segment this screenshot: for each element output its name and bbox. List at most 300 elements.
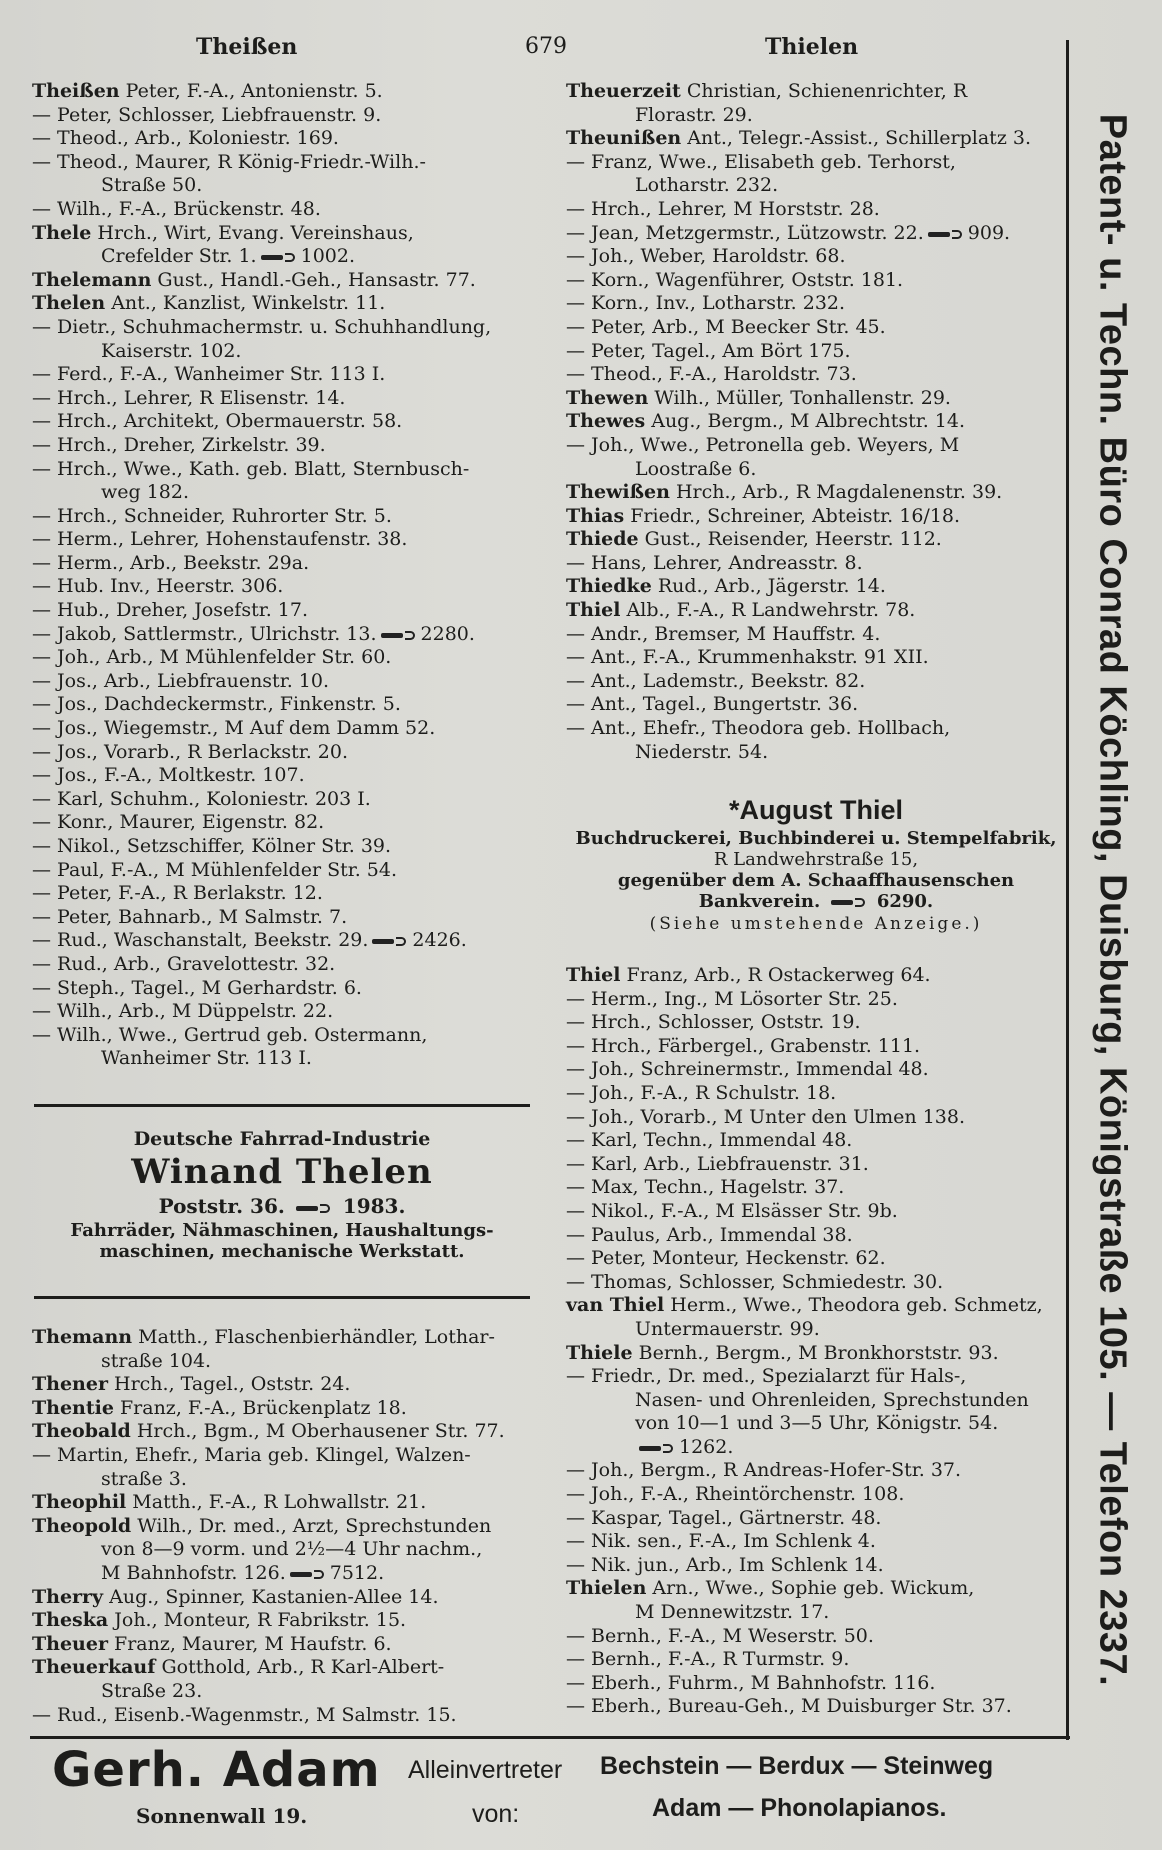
entry-details: — Hrch., Architekt, Obermauerstr. 58. — [32, 410, 403, 433]
directory-entry — [566, 1507, 1066, 1531]
ad-company-name: Winand Thelen — [131, 1152, 433, 1192]
directory-entry — [566, 1224, 1066, 1248]
entry-details: — Joh., Bergm., R Andreas-Hofer-Str. 37. — [566, 1459, 962, 1482]
header-right: Thielen — [765, 34, 859, 60]
directory-entry — [566, 741, 1066, 765]
entry-details: — Korn., Inv., Lotharstr. 232. — [566, 292, 846, 315]
entry-phone: 1002. — [300, 245, 356, 268]
entry-phone: 2426. — [412, 929, 467, 952]
directory-entry — [566, 528, 1066, 552]
entry-details: Kaiserstr. 102. — [101, 339, 242, 362]
thelen-advertisement — [34, 1128, 530, 1262]
directory-entry — [32, 977, 532, 1001]
entry-details: — Herm., Ing., M Lösorter Str. 25. — [566, 987, 898, 1010]
entry-details: — Wilh., F.-A., Brückenstr. 48. — [32, 197, 321, 220]
entry-details: Ant., Telegr.-Assist., Schillerplatz 3. — [681, 127, 1031, 150]
entry-details: — Ferd., F.-A., Wanheimer Str. 113 I. — [32, 363, 386, 386]
entry-surname: Thiede — [566, 528, 639, 551]
directory-entry — [32, 1609, 532, 1633]
directory-entry — [566, 1035, 1066, 1059]
directory-entry — [566, 964, 1066, 988]
entry-details: — Andr., Bremser, M Hauffstr. 4. — [566, 622, 881, 645]
thiel-advertisement — [566, 795, 1066, 934]
entry-details: Herm., Wwe., Theodora geb. Schmetz, — [664, 1294, 1043, 1317]
entry-details: — Hrch., Lehrer, M Horststr. 28. — [566, 197, 880, 220]
directory-entry — [566, 1554, 1066, 1578]
directory-entry — [32, 1515, 532, 1539]
ad-thiel-name: *August Thiel — [729, 795, 903, 825]
telephone-icon — [831, 898, 865, 906]
directory-entry — [32, 1680, 532, 1704]
entry-details: — Franz, Wwe., Elisabeth geb. Terhorst, — [566, 150, 956, 173]
entry-details: — Dietr., Schuhmachermstr. u. Schuhhandlung, — [32, 315, 492, 338]
directory-entry — [566, 693, 1066, 717]
directory-entry — [32, 410, 532, 434]
directory-entry — [566, 1342, 1066, 1366]
directory-entry — [566, 198, 1066, 222]
directory-entry — [32, 505, 532, 529]
directory-entry — [32, 292, 532, 316]
ad-thiel-services: Buchdruckerei, Buchbinderei u. Stempelfabrik, — [575, 828, 1057, 849]
directory-entry — [566, 1365, 1066, 1389]
entry-details: — Konr., Maurer, Eigenstr. 82. — [32, 811, 325, 834]
directory-entry — [32, 245, 532, 269]
directory-entry — [566, 1459, 1066, 1483]
entry-details: Franz, F.-A., Brückenplatz 18. — [113, 1396, 407, 1419]
directory-entry — [32, 104, 532, 128]
directory-entry — [32, 1468, 532, 1492]
directory-entry — [32, 1420, 532, 1444]
telephone-icon — [372, 937, 406, 945]
entry-details: — Herm., Lehrer, Hohenstaufenstr. 38. — [32, 528, 408, 551]
directory-entry — [566, 174, 1066, 198]
directory-entry — [566, 292, 1066, 316]
directory-entry — [32, 693, 532, 717]
directory-entry — [32, 151, 532, 175]
directory-entry — [32, 1586, 532, 1610]
directory-entry — [32, 1491, 532, 1515]
entry-details: — Nikol., F.-A., M Elsässer Str. 9b. — [566, 1199, 898, 1222]
entry-details: straße 104. — [101, 1349, 212, 1372]
entry-surname: Theuer — [32, 1632, 108, 1655]
entry-details: — Joh., Schreinermstr., Immendal 48. — [566, 1058, 929, 1081]
entry-details: — Ant., Tagel., Bungertstr. 36. — [566, 693, 859, 716]
entry-details: — Steph., Tagel., M Gerhardstr. 6. — [32, 976, 362, 999]
entry-details: — Ant., Lademstr., Beekstr. 82. — [566, 669, 866, 692]
entry-surname: Theobald — [32, 1420, 131, 1443]
directory-entry — [32, 316, 532, 340]
directory-entry — [566, 1318, 1066, 1342]
ad-address: Poststr. 36. — [158, 1194, 285, 1218]
entry-surname: Thewen — [566, 386, 649, 409]
directory-entry — [32, 1656, 532, 1680]
directory-entry — [566, 552, 1066, 576]
entry-details: — Korn., Wagenführer, Oststr. 181. — [566, 268, 904, 291]
directory-entry — [566, 434, 1066, 458]
directory-entry — [32, 174, 532, 198]
entry-details: — Jakob, Sattlermstr., Ulrichstr. 13. — [32, 622, 377, 645]
entry-details: Gust., Handl.-Geh., Hansastr. 77. — [151, 268, 476, 291]
directory-entry — [32, 340, 532, 364]
left-column-continued — [32, 1326, 532, 1727]
entry-details: straße 3. — [101, 1467, 187, 1490]
directory-entry — [32, 363, 532, 387]
bottom-ad-from: von: — [472, 1800, 520, 1828]
directory-entry — [566, 1412, 1066, 1436]
entry-details: — Peter, Tagel., Am Bört 175. — [566, 339, 851, 362]
directory-entry — [566, 127, 1066, 151]
entry-details: Alb., F.-A., R Landwehrstr. 78. — [620, 599, 916, 622]
entry-details: Hrch., Wirt, Evang. Vereinshaus, — [91, 221, 414, 244]
entry-details: M Bahnhofstr. 126. — [101, 1561, 286, 1584]
bottom-ad-brands-1: Bechstein — Berdux — Steinweg — [600, 1752, 994, 1780]
ad-address-line — [34, 1194, 530, 1218]
directory-entry — [566, 1106, 1066, 1130]
entry-details: Straße 23. — [101, 1679, 203, 1702]
entry-details: — Hrch., Wwe., Kath. geb. Blatt, Sternbusch- — [32, 457, 470, 480]
directory-entry — [566, 1247, 1066, 1271]
entry-surname: Thelen — [32, 292, 106, 315]
directory-entry — [32, 717, 532, 741]
left-column — [32, 80, 532, 1071]
directory-entry — [566, 1436, 1066, 1460]
directory-entry — [32, 741, 532, 765]
entry-details: — Nik. sen., F.-A., Im Schlenk 4. — [566, 1530, 876, 1553]
telephone-icon — [261, 253, 295, 261]
bottom-ad-address: Sonnenwall 19. — [136, 1804, 308, 1828]
entry-details: — Friedr., Dr. med., Spezialarzt für Hals-, — [566, 1365, 967, 1388]
entry-surname: Thewes — [566, 410, 646, 433]
entry-details: weg 182. — [101, 481, 190, 504]
entry-details: Hrch., Bgm., M Oberhausener Str. 77. — [130, 1420, 505, 1443]
sidebar-rule — [1066, 40, 1069, 1740]
directory-entry — [32, 1000, 532, 1024]
entry-details: Peter, F.-A., Antonienstr. 5. — [119, 80, 383, 102]
directory-entry — [566, 1058, 1066, 1082]
entry-details: Franz, Arb., R Ostackerweg 64. — [620, 964, 931, 986]
directory-entry — [32, 1444, 532, 1468]
entry-phone: 1262. — [679, 1435, 734, 1458]
entry-details: — Peter, F.-A., R Berlakstr. 12. — [32, 882, 323, 905]
directory-entry — [32, 222, 532, 246]
directory-entry — [566, 988, 1066, 1012]
entry-surname: Thewißen — [566, 481, 670, 504]
directory-entry — [566, 80, 1066, 104]
entry-surname: Thelemann — [32, 268, 152, 291]
entry-details: — Hans, Lehrer, Andreasstr. 8. — [566, 551, 863, 574]
directory-entry — [32, 599, 532, 623]
entry-surname: Thiele — [566, 1341, 633, 1364]
entry-details: Gotthold, Arb., R Karl-Albert- — [155, 1656, 445, 1679]
telephone-icon — [928, 230, 962, 238]
entry-surname: Theophil — [32, 1491, 127, 1514]
directory-entry — [32, 481, 532, 505]
directory-entry — [566, 505, 1066, 529]
directory-entry — [32, 859, 532, 883]
entry-details: Friedr., Schreiner, Abteistr. 16/18. — [624, 504, 961, 527]
directory-entry — [566, 1011, 1066, 1035]
directory-entry — [32, 198, 532, 222]
directory-entry — [32, 1633, 532, 1657]
directory-entry — [32, 906, 532, 930]
directory-entry — [32, 269, 532, 293]
directory-entry — [566, 1577, 1066, 1601]
bottom-ad-name: Gerh. Adam — [52, 1742, 381, 1798]
sidebar-ad-text: Patent- u. Techn. Büro Conrad Köchling, Duisburg, Königstraße 105. — Telefon 2337. — [1091, 113, 1134, 1687]
directory-entry — [566, 1648, 1066, 1672]
directory-entry — [566, 222, 1066, 246]
entry-details: — Peter, Monteur, Heckenstr. 62. — [566, 1247, 886, 1270]
directory-entry — [32, 1397, 532, 1421]
directory-entry — [566, 387, 1066, 411]
entry-surname: Theunißen — [566, 127, 682, 150]
directory-entry — [566, 717, 1066, 741]
ad-thiel-bank: Bankverein. — [698, 891, 821, 912]
directory-entry — [32, 1024, 532, 1048]
directory-entry — [566, 1082, 1066, 1106]
entry-details: — Theod., Maurer, R König-Friedr.-Wilh.- — [32, 150, 426, 173]
directory-entry — [32, 646, 532, 670]
entry-details: — Paulus, Arb., Immendal 38. — [566, 1223, 853, 1246]
directory-entry — [32, 1047, 532, 1071]
directory-entry — [566, 670, 1066, 694]
entry-details: Hrch., Tagel., Oststr. 24. — [107, 1373, 351, 1396]
entry-details: Florastr. 29. — [635, 103, 753, 126]
entry-details: — Kaspar, Tagel., Gärtnerstr. 48. — [566, 1506, 882, 1529]
directory-entry — [566, 1483, 1066, 1507]
directory-entry — [566, 410, 1066, 434]
bottom-advertisement — [40, 1740, 1080, 1840]
directory-entry — [32, 882, 532, 906]
entry-details: — Bernh., F.-A., M Weserstr. 50. — [566, 1624, 874, 1647]
entry-details: Hrch., Arb., R Magdalenenstr. 39. — [669, 481, 1003, 504]
entry-surname: Themann — [32, 1326, 133, 1348]
entry-details: — Joh., Weber, Haroldstr. 68. — [566, 245, 846, 268]
directory-entry — [566, 1176, 1066, 1200]
entry-details: — Paul, F.-A., M Mühlenfelder Str. 54. — [32, 858, 398, 881]
entry-details: Matth., Flaschenbierhändler, Lothar- — [132, 1326, 495, 1348]
entry-phone: 2280. — [420, 622, 475, 645]
entry-details: — Rud., Arb., Gravelottestr. 32. — [32, 952, 336, 975]
entry-details: — Karl, Schuhm., Koloniestr. 203 I. — [32, 787, 371, 810]
entry-surname: Thiel — [566, 599, 621, 622]
directory-entry — [566, 245, 1066, 269]
entry-details: — Hub., Dreher, Josefstr. 17. — [32, 599, 309, 622]
directory-entry — [32, 575, 532, 599]
directory-entry — [566, 104, 1066, 128]
directory-entry — [566, 646, 1066, 670]
entry-details: — Ant., Ehefr., Theodora geb. Hollbach, — [566, 717, 951, 740]
entry-surname: Theska — [32, 1609, 109, 1632]
entry-details: — Martin, Ehefr., Maria geb. Klingel, Walzen- — [32, 1443, 471, 1466]
ad-thiel-address: R Landwehrstraße 15, — [713, 849, 919, 870]
entry-details: Matth., F.-A., R Lohwallstr. 21. — [126, 1491, 427, 1514]
entry-details: — Peter, Arb., M Beecker Str. 45. — [566, 315, 886, 338]
entry-details: — Herm., Arb., Beekstr. 29a. — [32, 551, 310, 574]
entry-details: Christian, Schienenrichter, R — [680, 80, 968, 102]
entry-details: Wilh., Dr. med., Arzt, Sprechstunden — [131, 1514, 492, 1537]
entry-details: — Rud., Eisenb.-Wagenmstr., M Salmstr. 15. — [32, 1703, 457, 1726]
entry-details: — Joh., F.-A., R Schulstr. 18. — [566, 1081, 837, 1104]
right-column-continued — [566, 964, 1066, 1719]
directory-entry — [566, 1129, 1066, 1153]
directory-entry — [32, 80, 532, 104]
entry-surname: Thiedke — [566, 575, 652, 598]
entry-details: Rud., Arb., Jägerstr. 14. — [651, 575, 886, 598]
entry-details: — Karl, Techn., Immendal 48. — [566, 1129, 853, 1152]
directory-entry — [566, 340, 1066, 364]
directory-entry — [566, 1153, 1066, 1177]
directory-entry — [566, 363, 1066, 387]
page-number: 679 — [525, 34, 567, 59]
entry-surname: Thias — [566, 504, 625, 527]
entry-details: Aug., Spinner, Kastanien-Allee 14. — [103, 1585, 439, 1608]
directory-entry — [32, 552, 532, 576]
ad-tagline: Deutsche Fahrrad-Industrie — [133, 1128, 431, 1150]
entry-surname: Therry — [32, 1585, 104, 1608]
directory-entry — [32, 434, 532, 458]
directory-entry — [566, 481, 1066, 505]
entry-surname: Theuerzeit — [566, 80, 681, 102]
entry-details: Crefelder Str. 1. — [101, 245, 257, 268]
ad-top-rule — [34, 1104, 530, 1107]
directory-entry — [32, 811, 532, 835]
entry-details: Arn., Wwe., Sophie geb. Wickum, — [646, 1577, 975, 1600]
entry-details: Untermauerstr. 99. — [635, 1317, 820, 1340]
directory-entry — [32, 835, 532, 859]
telephone-icon — [290, 1570, 324, 1578]
entry-details: Lotharstr. 232. — [635, 174, 779, 197]
directory-entry — [566, 1200, 1066, 1224]
directory-entry — [32, 623, 532, 647]
entry-details: — Hrch., Schlosser, Oststr. 19. — [566, 1011, 861, 1034]
directory-entry — [32, 1350, 532, 1374]
directory-entry — [32, 788, 532, 812]
entry-details: — Hrch., Schneider, Ruhrorter Str. 5. — [32, 504, 392, 527]
directory-entry — [32, 670, 532, 694]
entry-details: — Max, Techn., Hagelstr. 37. — [566, 1176, 845, 1199]
ad-products-1: Fahrräder, Nähmaschinen, Haushaltungs- — [70, 1220, 494, 1241]
entry-details: — Jos., Wiegemstr., M Auf dem Damm 52. — [32, 717, 436, 740]
entry-details: Franz, Maurer, M Haufstr. 6. — [107, 1632, 392, 1655]
directory-entry — [566, 1294, 1066, 1318]
entry-details: Aug., Bergm., M Albrechtstr. 14. — [645, 410, 966, 433]
sidebar-advertisement — [1072, 40, 1152, 1760]
entry-surname: Thiel — [566, 964, 621, 986]
entry-surname: Theißen — [32, 80, 120, 102]
entry-surname: Thele — [32, 221, 92, 244]
entry-details: — Jos., Arb., Liebfrauenstr. 10. — [32, 669, 329, 692]
entry-details: Wanheimer Str. 113 I. — [101, 1047, 312, 1070]
directory-entry — [32, 458, 532, 482]
entry-details: Nasen- und Ohrenleiden, Sprechstunden — [635, 1388, 1029, 1411]
directory-entry — [566, 1271, 1066, 1295]
entry-details: — Eberh., Fuhrm., M Bahnhofstr. 116. — [566, 1671, 936, 1694]
directory-entry — [32, 127, 532, 151]
bottom-ad-exclusive: Alleinvertreter — [408, 1756, 563, 1784]
telephone-icon — [296, 1204, 330, 1212]
telephone-icon — [381, 631, 415, 639]
directory-entry — [32, 1562, 532, 1586]
entry-details: — Jos., Dachdeckermstr., Finkenstr. 5. — [32, 693, 401, 716]
entry-details: Straße 50. — [101, 174, 203, 197]
ad-thiel-note: (Siehe umstehende Anzeige.) — [649, 914, 983, 934]
header-left: Theißen — [196, 34, 298, 60]
bottom-rule — [30, 1736, 1070, 1739]
entry-details: — Joh., Vorarb., M Unter den Ulmen 138. — [566, 1105, 965, 1128]
entry-details: — Thomas, Schlosser, Schmiedestr. 30. — [566, 1270, 944, 1293]
entry-details: — Theod., F.-A., Haroldstr. 73. — [566, 363, 857, 386]
telephone-icon — [639, 1444, 673, 1452]
directory-entry — [566, 1389, 1066, 1413]
bottom-ad-brands-2: Adam — Phonolapianos. — [652, 1794, 947, 1822]
directory-entry — [566, 151, 1066, 175]
ad-phone: 1983. — [342, 1194, 406, 1218]
right-column — [566, 80, 1066, 764]
entry-details: — Joh., Wwe., Petronella geb. Weyers, M — [566, 433, 960, 456]
ad-products-2: maschinen, mechanische Werkstatt. — [99, 1241, 465, 1262]
entry-details: Niederstr. 54. — [635, 740, 769, 763]
directory-entry — [32, 528, 532, 552]
directory-entry — [32, 929, 532, 953]
directory-entry — [566, 1530, 1066, 1554]
directory-entry — [566, 599, 1066, 623]
entry-phone: 7512. — [329, 1561, 385, 1584]
directory-entry — [32, 387, 532, 411]
entry-details: — Joh., Arb., M Mühlenfelder Str. 60. — [32, 646, 392, 669]
entry-details: — Hrch., Färbergel., Grabenstr. 111. — [566, 1034, 921, 1057]
directory-entry — [32, 1704, 532, 1728]
entry-surname: Thentie — [32, 1396, 114, 1419]
entry-details: — Jos., F.-A., Moltkestr. 107. — [32, 764, 305, 787]
entry-surname: van Thiel — [566, 1294, 665, 1317]
directory-entry — [566, 316, 1066, 340]
ad-bottom-rule — [34, 1296, 530, 1299]
entry-details: — Peter, Bahnarb., M Salmstr. 7. — [32, 905, 348, 928]
entry-details: — Karl, Arb., Liebfrauenstr. 31. — [566, 1152, 869, 1175]
entry-details: — Hrch., Lehrer, R Elisenstr. 14. — [32, 386, 346, 409]
entry-details: Loostraße 6. — [635, 457, 757, 480]
ad-thiel-bank-line — [566, 891, 1066, 912]
entry-surname: Thener — [32, 1373, 108, 1396]
directory-entry — [32, 764, 532, 788]
entry-details: Gust., Reisender, Heerstr. 112. — [638, 528, 942, 551]
directory-entry — [32, 1326, 532, 1350]
entry-details: Bernh., Bergm., M Bronkhorststr. 93. — [632, 1341, 999, 1364]
directory-entry — [566, 1695, 1066, 1719]
ad-thiel-location: gegenüber dem A. Schaaffhausenschen — [617, 870, 1015, 891]
directory-entry — [566, 458, 1066, 482]
entry-details: — Ant., F.-A., Krummenhakstr. 91 XII. — [566, 646, 929, 669]
entry-details: von 10—1 und 3—5 Uhr, Königstr. 54. — [635, 1412, 999, 1435]
entry-details: — Hub. Inv., Heerstr. 306. — [32, 575, 284, 598]
ad-thiel-phone: 6290. — [876, 891, 934, 912]
entry-details: — Nikol., Setzschiffer, Kölner Str. 39. — [32, 835, 392, 857]
entry-surname: Theopold — [32, 1514, 132, 1537]
directory-entry — [566, 269, 1066, 293]
entry-details: Ant., Kanzlist, Winkelstr. 11. — [105, 292, 386, 315]
entry-details: — Rud., Waschanstalt, Beekstr. 29. — [32, 929, 369, 952]
entry-details: — Jean, Metzgermstr., Lützowstr. 22. — [566, 221, 924, 244]
entry-details: — Theod., Arb., Koloniestr. 169. — [32, 127, 339, 150]
entry-details: — Hrch., Dreher, Zirkelstr. 39. — [32, 433, 326, 456]
entry-details: Joh., Monteur, R Fabrikstr. 15. — [108, 1609, 407, 1632]
directory-entry — [566, 1672, 1066, 1696]
entry-details: — Nik. jun., Arb., Im Schlenk 14. — [566, 1553, 884, 1576]
directory-entry — [566, 1625, 1066, 1649]
entry-phone: 909. — [967, 221, 1011, 244]
directory-entry — [32, 1538, 532, 1562]
